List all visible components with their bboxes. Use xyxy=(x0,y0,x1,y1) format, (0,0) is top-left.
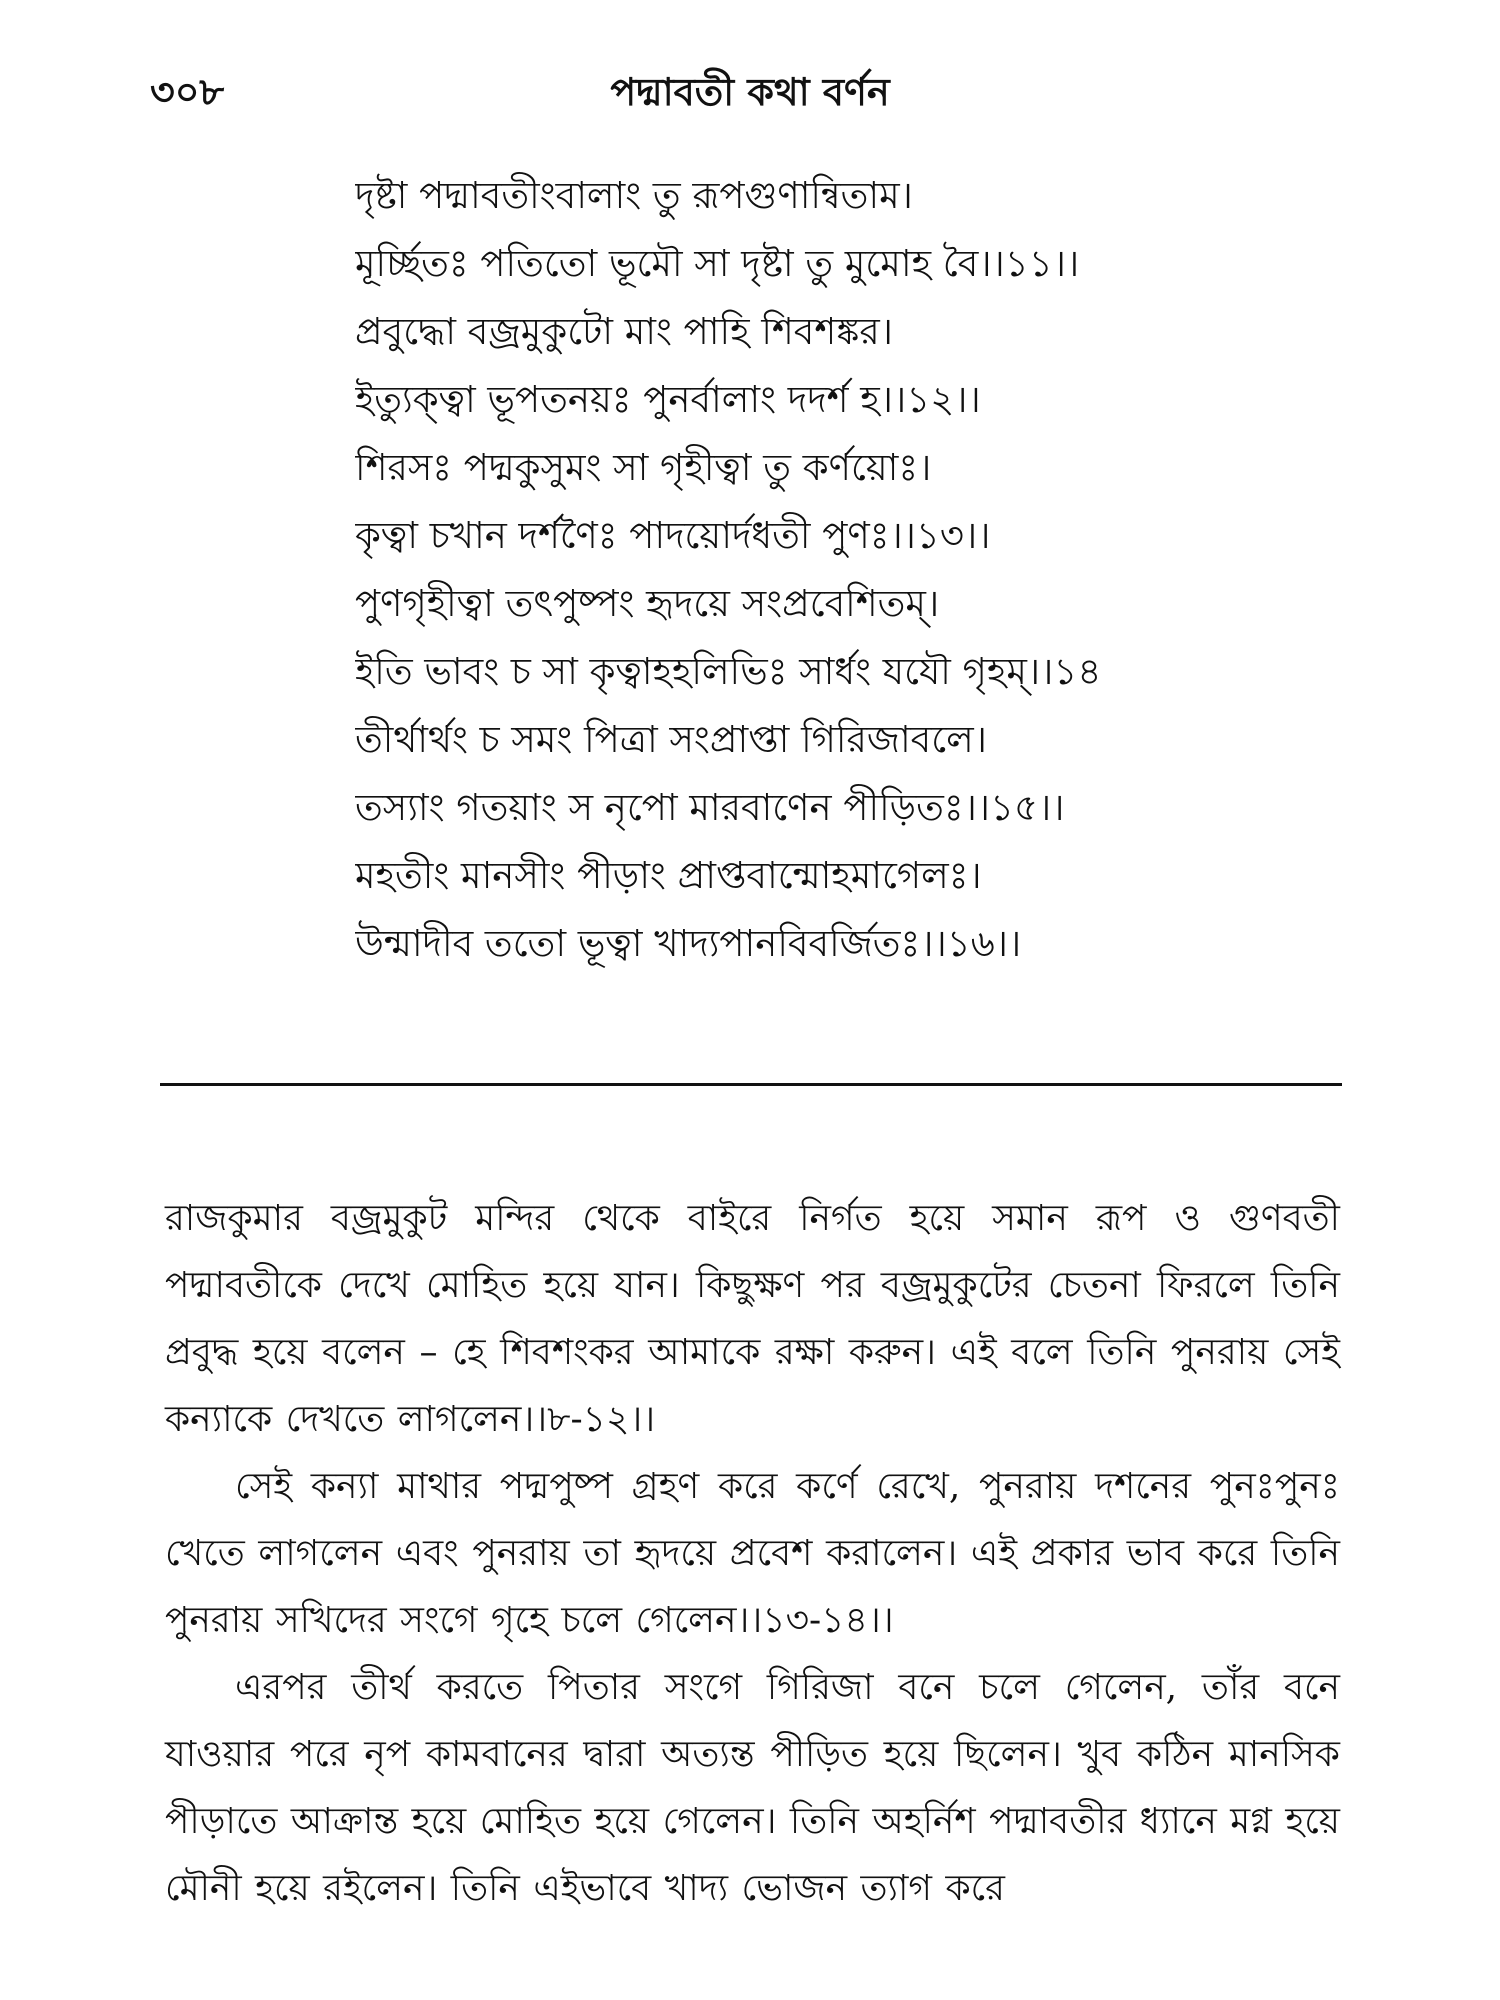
translation-paragraph: এরপর তীর্থ করতে পিতার সংগে গিরিজা বনে চলে গেলেন, তাঁর বনে যাওয়ার পরে নৃপ কামবানের দ্বারা অত্যন্ত পীড়িত হয়ে ছিলেন। খুব কঠিন মানসিক পীড়াতে আক্রান্ত হয়ে মোহিত হয়ে গেলেন। তিনি অহর্নিশ পদ্মাবতীর ধ্যানে মগ্ন হয়ে মৌনী হয়ে রইলেন। তিনি এইভাবে খাদ্য ভোজন ত্যাগ করে xyxy=(165,1667,1340,1909)
verse-line: তস্যাং গতয়াং স নৃপো মারবাণেন পীড়িতঃ।।১৫।। xyxy=(355,786,1065,829)
page-header xyxy=(150,62,1350,122)
page-number: ৩০৮ xyxy=(150,69,225,114)
verse-line: মূর্চ্ছিতঃ পতিতো ভূমৌ সা দৃষ্টা তু মুমোহ বৈ।।১১।। xyxy=(355,242,1080,285)
translation-paragraph: রাজকুমার বজ্রমুকুট মন্দির থেকে বাইরে নির্গত হয়ে সমান রূপ ও গুণবতী পদ্মাবতীকে দেখে মোহিত হয়ে যান। কিছুক্ষণ পর বজ্রমুকুটের চেতনা ফিরলে তিনি প্রবুদ্ধ হয়ে বলেন – হে শিবশংকর আমাকে রক্ষা করুন। এই বলে তিনি পুনরায় সেই কন্যাকে দেখতে লাগলেন।।৮-১২।। xyxy=(165,1198,1340,1440)
translation-paragraph: সেই কন্যা মাথার পদ্মপুষ্প গ্রহণ করে কর্ণে রেখে, পুনরায় দশনের পুনঃপুনঃ খেতে লাগলেন এবং পুনরায় তা হৃদয়ে প্রবেশ করালেন। এই প্রকার ভাব করে তিনি পুনরায় সখিদের সংগে গৃহে চলে গেলেন।।১৩-১৪।। xyxy=(165,1466,1340,1641)
verse-line: পুণগৃহীত্বা তৎপুষ্পং হৃদয়ে সংপ্রবেশিতম্। xyxy=(355,582,940,625)
verse-line: ইতি ভাবং চ সা কৃত্বাহহলিভিঃ সার্ধং যযৌ গৃহম্।।১৪ xyxy=(355,650,1102,693)
verse-line: প্রবুদ্ধো বজ্রমুকুটো মাং পাহি শিবশঙ্কর। xyxy=(355,310,894,353)
verse-line: উন্মাদীব ততো ভূত্বা খাদ্যপানবিবর্জিতঃ।।১৬।। xyxy=(355,922,1022,965)
verse-line: শিরসঃ পদ্মকুসুমং সা গৃহীত্বা তু কর্ণয়োঃ। xyxy=(355,446,932,489)
verse-line: মহতীং মানসীং পীড়াং প্রাপ্তবান্মোহমাগেলঃ। xyxy=(355,854,982,897)
section-divider xyxy=(160,1083,1342,1086)
running-title: পদ্মাবতী কথা বর্ণন xyxy=(610,69,890,114)
bengali-translation xyxy=(165,1185,1340,1922)
verse-line: ইত্যুক্ত্বা ভূপতনয়ঃ পুনর্বালাং দদর্শ হ।।১২।। xyxy=(355,378,981,421)
verse-line: দৃষ্টা পদ্মাবতীংবালাং তু রূপগুণান্বিতাম। xyxy=(355,174,913,217)
verse-line: কৃত্বা চখান দর্শণৈঃ পাদয়োর্দধতী পুণঃ।।১৩।। xyxy=(355,514,991,557)
verse-line: তীর্থার্থং চ সমং পিত্রা সংপ্রাপ্তা গিরিজাবলে। xyxy=(355,718,987,761)
sanskrit-verses xyxy=(355,162,1375,978)
